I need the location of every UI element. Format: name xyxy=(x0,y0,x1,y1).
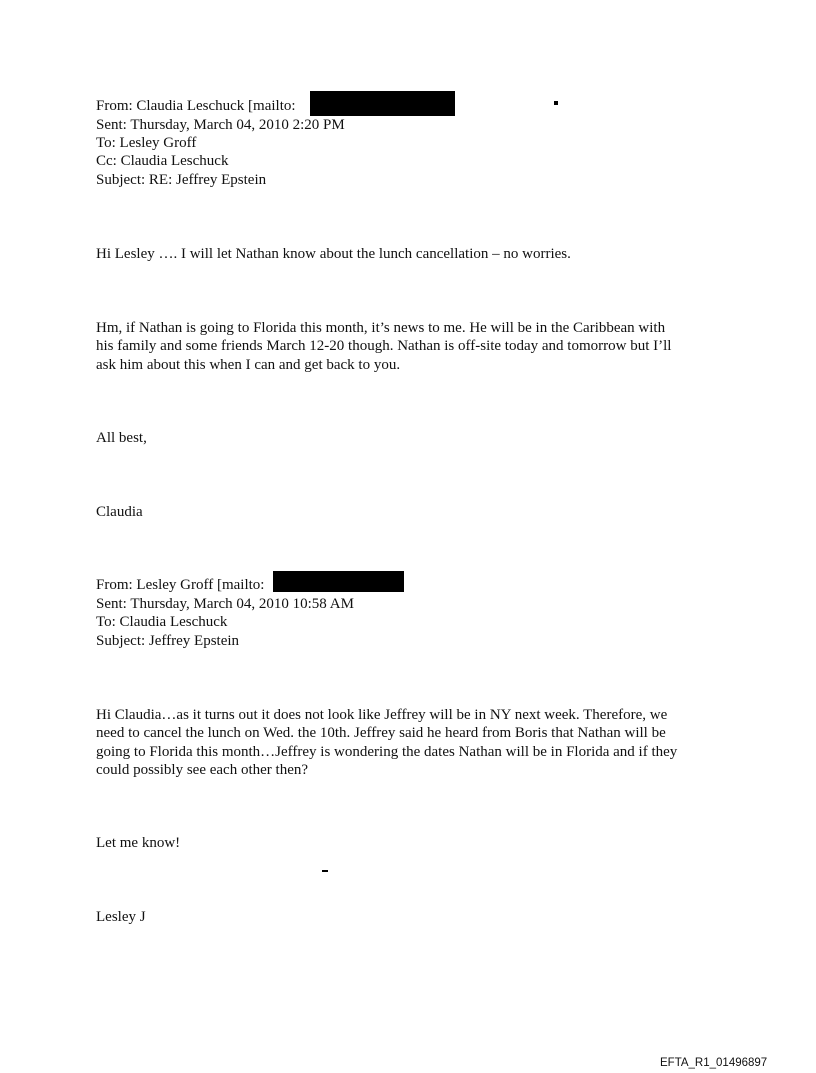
stray-dash-mark xyxy=(322,870,328,872)
email1-body-line-3: ask him about this when I can and get back to you. xyxy=(96,357,401,373)
document-id-footer: EFTA_R1_01496897 xyxy=(660,1057,768,1069)
email2-body-line-3: going to Florida this month…Jeffrey is wondering the dates Nathan will be in Florida and if they xyxy=(96,744,678,760)
email1-cc: Cc: Claudia Leschuck xyxy=(96,153,229,169)
email2-redaction-box xyxy=(273,571,404,592)
email1-from: From: Claudia Leschuck [mailto: xyxy=(96,98,296,114)
email1-subject: Subject: RE: Jeffrey Epstein xyxy=(96,172,267,188)
email1-closing: All best, xyxy=(96,430,147,446)
email2-subject: Subject: Jeffrey Epstein xyxy=(96,633,240,649)
email1-redaction-box xyxy=(310,91,455,116)
email2-signature: Lesley J xyxy=(96,909,146,925)
email2-body-line-4: could possibly see each other then? xyxy=(96,762,309,778)
email2-from: From: Lesley Groff [mailto: xyxy=(96,577,265,593)
email2-from-line xyxy=(96,576,264,595)
stray-mark xyxy=(554,101,558,105)
email1-from-line xyxy=(96,97,296,116)
email1-signature: Claudia xyxy=(96,504,143,520)
email1-body-line-2: his family and some friends March 12-20 though. Nathan is off-site today and tomorrow but I’ll xyxy=(96,338,672,354)
email1-body-line-1: Hm, if Nathan is going to Florida this month, it’s news to me. He will be in the Caribbean with xyxy=(96,320,666,336)
email1-sent: Sent: Thursday, March 04, 2010 2:20 PM xyxy=(96,117,345,133)
email2-body-line-1: Hi Claudia…as it turns out it does not look like Jeffrey will be in NY next week. Therefore, we xyxy=(96,707,668,723)
email2-body-line-2: need to cancel the lunch on Wed. the 10th. Jeffrey said he heard from Boris that Nathan will be xyxy=(96,725,666,741)
email1-to: To: Lesley Groff xyxy=(96,135,197,151)
email2-sent: Sent: Thursday, March 04, 2010 10:58 AM xyxy=(96,596,354,612)
email1-body-paragraph-1: Hi Lesley …. I will let Nathan know about the lunch cancellation – no worries. xyxy=(96,246,571,262)
email2-closing: Let me know! xyxy=(96,835,181,851)
email2-to: To: Claudia Leschuck xyxy=(96,614,228,630)
